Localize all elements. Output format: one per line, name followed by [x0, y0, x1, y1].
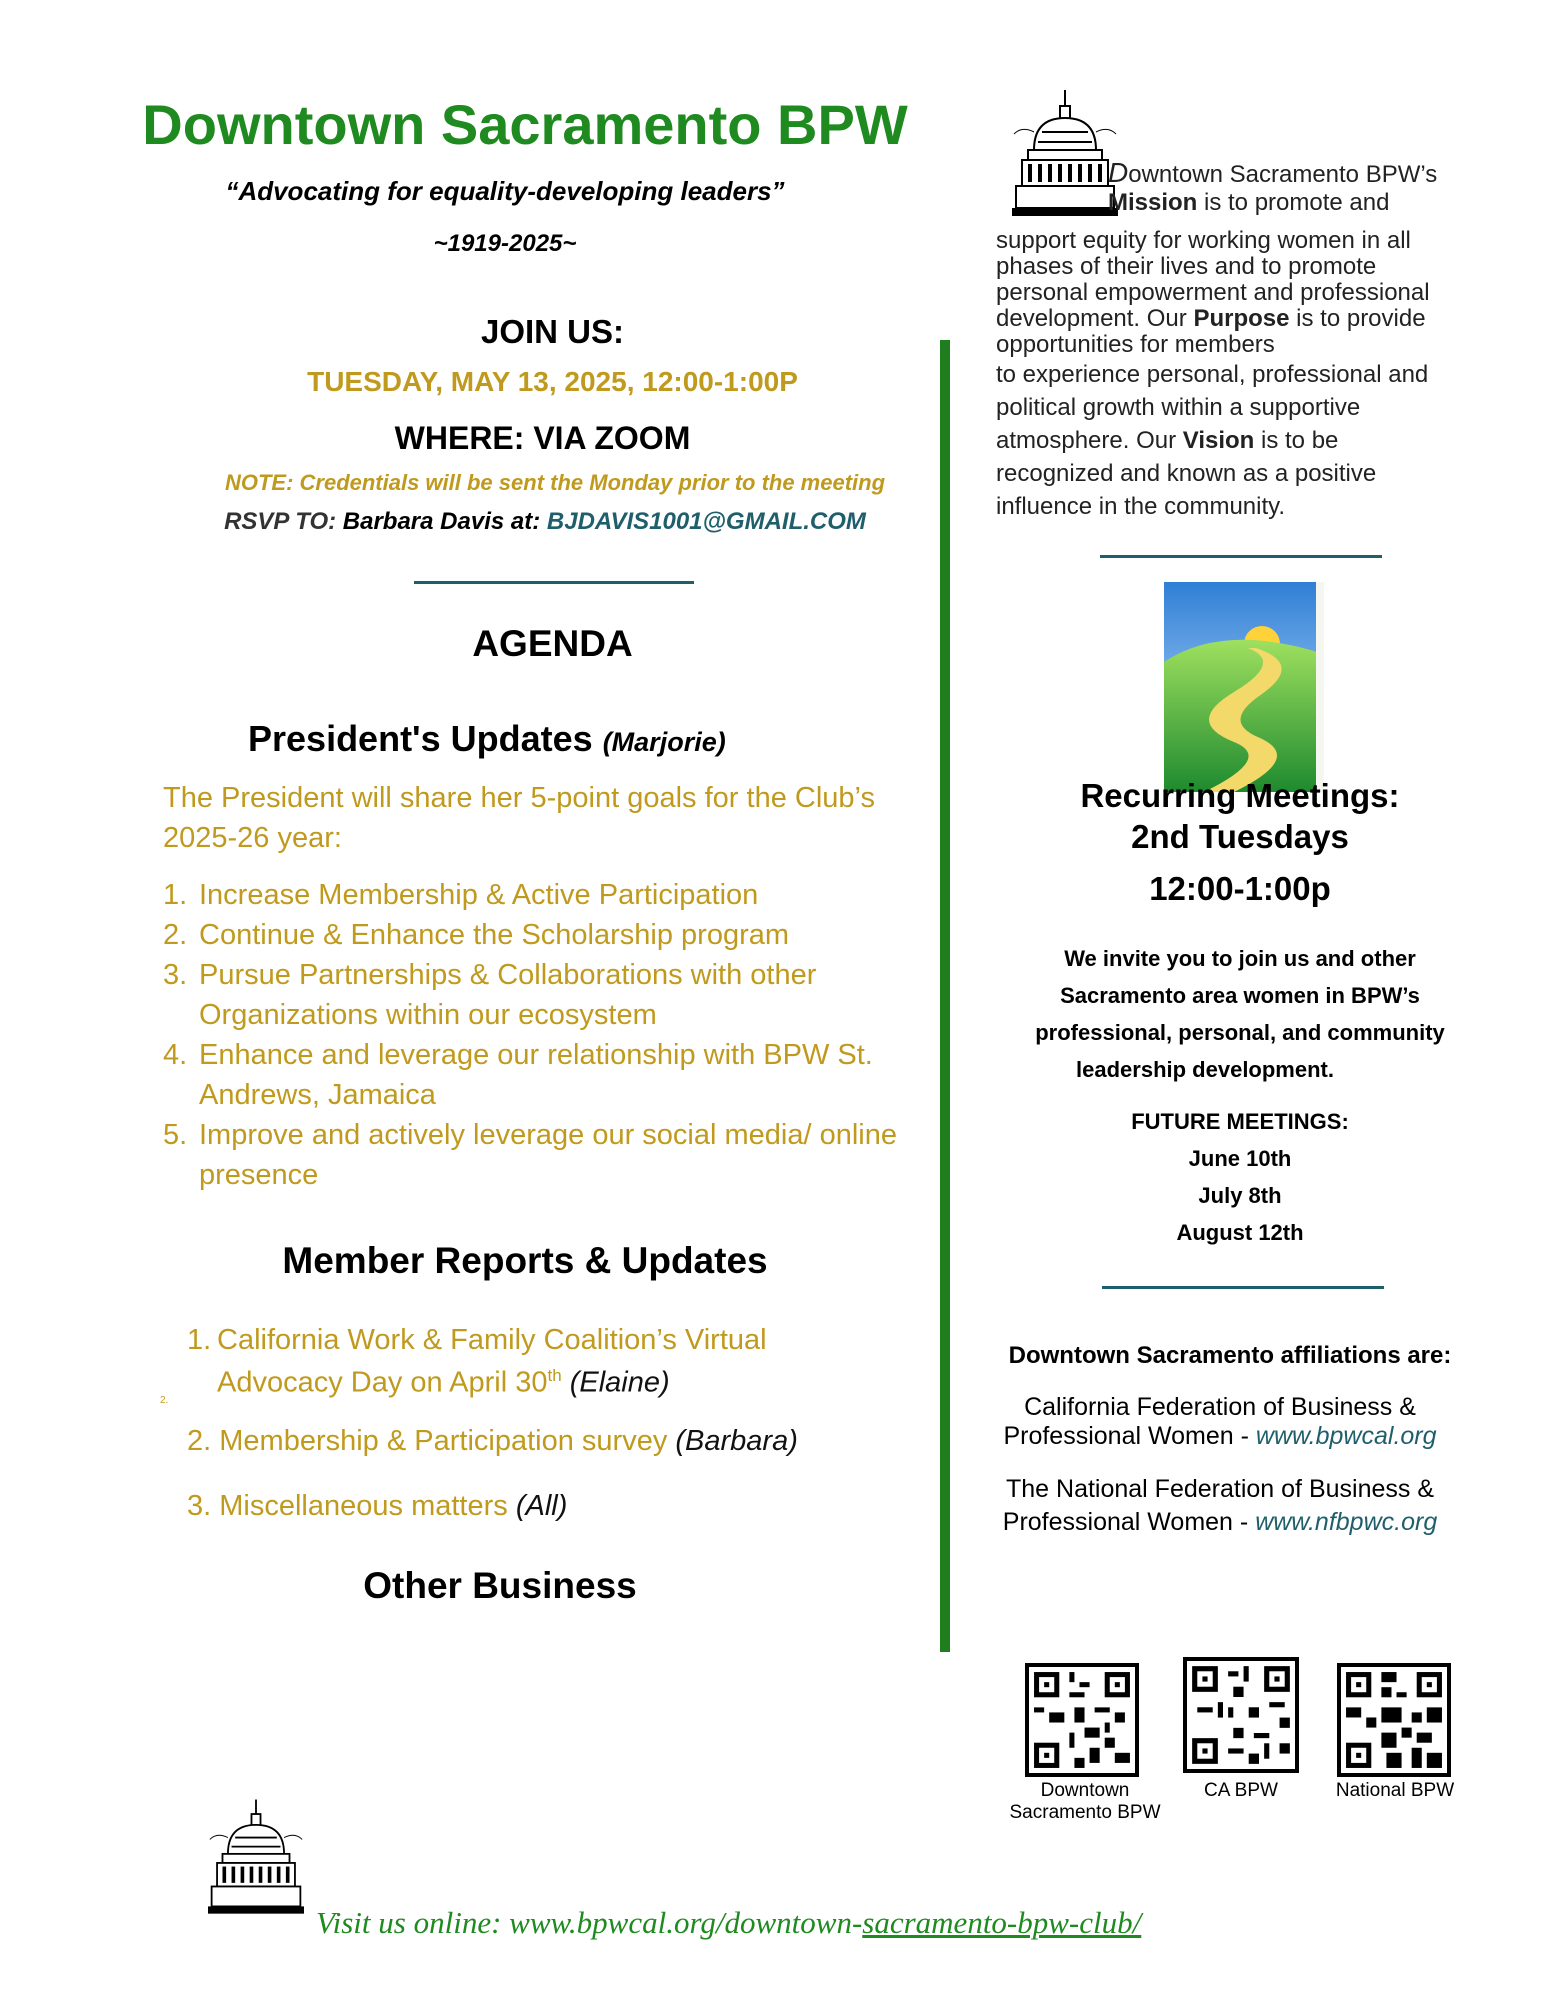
future-meeting-date: August 12th: [1176, 1220, 1304, 1245]
divider-left: [414, 581, 694, 584]
meeting-time: 12:00-1:00p: [1149, 870, 1331, 907]
divider-right-1: [1100, 555, 1382, 558]
member-item-text: California Work & Family Coalition’s Virtual Advocacy Day on April 30: [217, 1324, 767, 1399]
affiliations-heading: Downtown Sacramento affiliations are:: [1008, 1342, 1452, 1369]
mission-line: to experience personal, professional and: [996, 361, 1429, 388]
rsvp-label: RSVP TO:: [224, 508, 337, 535]
member-item-1: [187, 1322, 887, 1401]
recurring-line-1: Recurring Meetings:: [1080, 777, 1400, 814]
path-illustration: [1164, 582, 1324, 792]
recurring-line-2: 2nd Tuesdays: [1131, 818, 1349, 855]
qr-code-icon: [1187, 1661, 1295, 1769]
invitation-line: Sacramento area women in BPW’s: [1060, 983, 1420, 1008]
mission-line: recognized and known as a positive: [996, 460, 1377, 487]
future-meetings-label: FUTURE MEETINGS:: [1131, 1109, 1349, 1134]
member-reports-heading: Member Reports & Updates: [282, 1240, 768, 1281]
future-meeting-date: July 8th: [1198, 1183, 1282, 1208]
president-name: (Marjorie): [602, 727, 726, 757]
purpose-keyword: Purpose: [1193, 305, 1290, 332]
qr-code-ca-bpw[interactable]: [1183, 1657, 1299, 1773]
recurring-meetings-heading: [1040, 775, 1440, 857]
member-item-owner: (Elaine): [569, 1366, 670, 1399]
qr-caption-ca-bpw: CA BPW: [1204, 1780, 1278, 1801]
qr-code-icon: [1341, 1667, 1447, 1773]
mission-statement: [996, 157, 1496, 523]
qr-code-icon: [1029, 1667, 1135, 1773]
vision-keyword: Vision: [1182, 427, 1255, 454]
meeting-date: TUESDAY, MAY 13, 2025, 12:00-1:00P: [307, 366, 798, 397]
qr-code-downtown[interactable]: [1025, 1663, 1139, 1777]
goal-text: Improve and actively leverage our social media/ online presence: [199, 1119, 897, 1191]
visit-label: Visit us online:: [316, 1905, 502, 1940]
member-item-owner: (Barbara): [675, 1425, 798, 1457]
mission-org: owntown Sacramento BPW’s: [1128, 161, 1438, 188]
bpwcal-link[interactable]: www.bpwcal.org: [1255, 1422, 1437, 1450]
mission-line: development. Our Purpose is to provide: [996, 305, 1426, 332]
capitol-logo-footer: [208, 1795, 304, 1920]
affiliation-line: The National Federation of Business &: [1005, 1475, 1434, 1503]
tagline: “Advocating for equality-developing leaders”: [225, 176, 785, 206]
stray-list-mark: 2.: [160, 1395, 169, 1406]
goal-number: 5.: [163, 1119, 188, 1151]
presidents-updates-title: President's Updates: [248, 718, 593, 759]
member-item-owner: (All): [515, 1490, 568, 1522]
goal-number: 3.: [163, 959, 188, 991]
ordinal-suffix: th: [547, 1366, 562, 1385]
goal-text: Increase Membership & Active Participation: [199, 879, 759, 911]
credentials-note: NOTE: Credentials will be sent the Monday prior to the meeting: [224, 470, 886, 495]
years: ~1919-2025~: [433, 230, 577, 257]
other-business-heading: Other Business: [363, 1565, 637, 1606]
rsvp-name: Barbara Davis at:: [342, 508, 541, 535]
affiliation-ca: [960, 1393, 1480, 1451]
goal-item: [163, 1115, 933, 1195]
mission-keyword: Mission: [1108, 189, 1198, 216]
rsvp-email-link[interactable]: BJDAVIS1001@GMAIL.COM: [546, 508, 866, 535]
invitation-line: We invite you to join us and other: [1064, 946, 1416, 971]
future-meetings: [1040, 1103, 1440, 1251]
future-meeting-date: June 10th: [1188, 1146, 1292, 1171]
mission-line: influence in the community.: [996, 493, 1286, 520]
member-item-number: 3.: [187, 1490, 212, 1522]
affiliation-line: California Federation of Business &: [1024, 1393, 1416, 1421]
member-item-number: 2.: [187, 1425, 212, 1457]
qr-caption-national-bpw: National BPW: [1335, 1780, 1455, 1801]
invitation-text: [990, 940, 1490, 1088]
president-goals-list: [163, 875, 933, 1195]
qr-code-national-bpw[interactable]: [1337, 1663, 1451, 1777]
invitation-line: professional, personal, and community: [1035, 1020, 1445, 1045]
mission-line: personal empowerment and professional: [996, 279, 1430, 306]
member-item-text: Membership & Participation survey: [219, 1425, 668, 1457]
meeting-where: WHERE: VIA ZOOM: [394, 420, 691, 456]
affiliation-line: Professional Women -: [1003, 1422, 1249, 1450]
goal-number: 1.: [163, 879, 188, 911]
member-item-number: 1.: [187, 1324, 212, 1356]
goal-item: [163, 955, 933, 1035]
website-link[interactable]: www.bpwcal.org/downtown-sacramento-bpw-club/: [509, 1905, 1142, 1940]
member-item-text: Miscellaneous matters: [219, 1490, 508, 1522]
join-heading: JOIN US:: [480, 313, 625, 350]
column-divider: [940, 340, 950, 1652]
mission-line: atmosphere. Our Vision is to be: [996, 427, 1339, 454]
president-intro: The President will share her 5-point goals for the Club’s 2025-26 year:: [163, 782, 875, 854]
goal-item: [163, 1035, 933, 1115]
drop-letter: D: [1108, 157, 1129, 188]
agenda-heading: AGENDA: [472, 623, 633, 664]
goal-text: Continue & Enhance the Scholarship program: [199, 919, 790, 951]
mission-line: support equity for working women in all: [996, 227, 1411, 254]
mission-line: phases of their lives and to promote: [996, 253, 1377, 280]
member-item-2: [187, 1425, 907, 1458]
mission-line: is to promote and: [1204, 189, 1390, 216]
rsvp-line: [120, 508, 970, 536]
nfbpwc-link[interactable]: www.nfbpwc.org: [1255, 1508, 1438, 1536]
member-item-3: [187, 1490, 907, 1523]
mission-line: political growth within a supportive: [996, 394, 1361, 421]
website-footer: [316, 1905, 1316, 1941]
presidents-updates-heading: [248, 718, 948, 760]
goal-item: [163, 915, 933, 955]
mission-line: opportunities for members: [996, 331, 1275, 358]
goal-text: Pursue Partnerships & Collaborations with other Organizations within our ecosystem: [199, 959, 817, 1031]
goal-number: 4.: [163, 1039, 188, 1071]
goal-text: Enhance and leverage our relationship with BPW St. Andrews, Jamaica: [199, 1039, 873, 1111]
goal-number: 2.: [163, 919, 188, 951]
invitation-line: leadership development.: [1076, 1057, 1334, 1082]
goal-item: [163, 875, 933, 915]
page-title: Downtown Sacramento BPW: [142, 93, 908, 156]
affiliation-line: Professional Women -: [1002, 1508, 1249, 1536]
qr-caption-downtown: Downtown Sacramento BPW: [1009, 1780, 1161, 1823]
affiliation-national: [960, 1473, 1480, 1539]
divider-right-2: [1102, 1286, 1384, 1289]
